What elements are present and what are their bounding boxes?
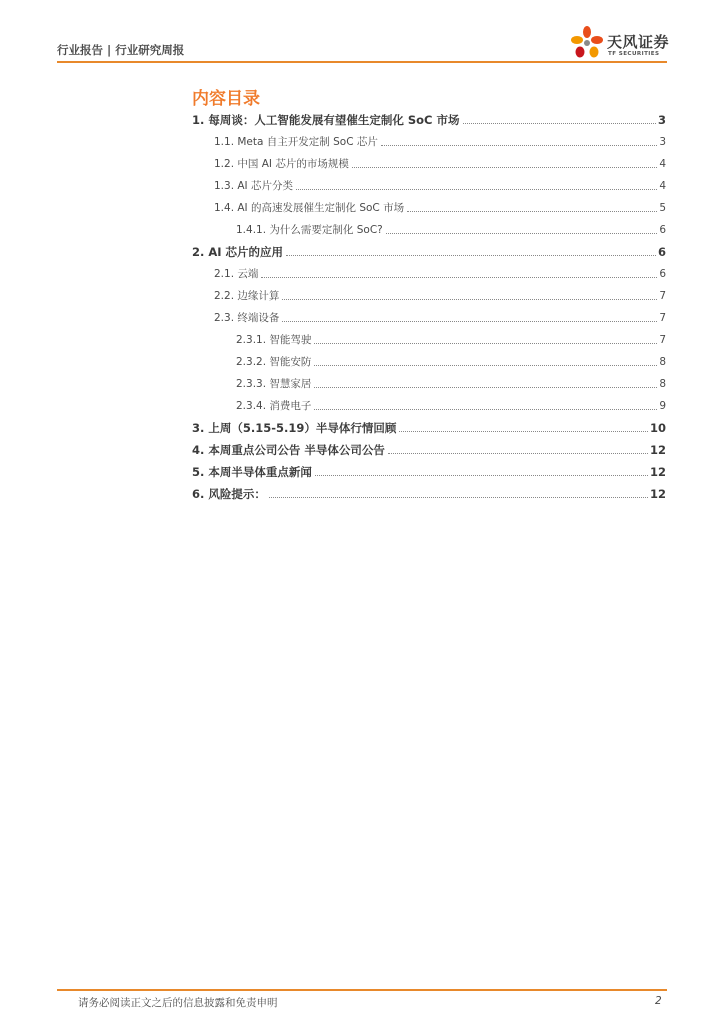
toc-entry-page: 6 bbox=[657, 245, 666, 259]
toc-entry-label: 1.4.1. 为什么需要定制化 SoC? bbox=[236, 224, 383, 236]
toc-leader-dots bbox=[269, 496, 648, 498]
page-number: 2 bbox=[655, 995, 662, 1007]
toc-entry[interactable] bbox=[192, 244, 666, 260]
toc-entry[interactable] bbox=[236, 354, 666, 370]
toc-leader-dots bbox=[463, 122, 656, 124]
toc-entry-page: 8 bbox=[659, 356, 666, 368]
toc-entry-label: 1.2. 中国 AI 芯片的市场规模 bbox=[214, 158, 349, 170]
toc-leader-dots bbox=[386, 232, 658, 234]
toc-entry-label: 2.3.4. 消费电子 bbox=[236, 400, 312, 412]
logo-text: 天风证券 bbox=[607, 33, 670, 51]
toc-leader-dots bbox=[282, 320, 657, 322]
toc-entry[interactable] bbox=[236, 398, 666, 414]
toc-entry-page: 12 bbox=[649, 465, 666, 479]
toc-entry[interactable] bbox=[214, 156, 666, 172]
toc-entry-page: 8 bbox=[659, 378, 666, 390]
toc-entry-page: 7 bbox=[659, 312, 666, 324]
toc-entry[interactable] bbox=[192, 464, 666, 480]
toc-title: 内容目录 bbox=[192, 89, 260, 109]
toc-entry[interactable] bbox=[192, 442, 666, 458]
company-logo bbox=[568, 24, 678, 64]
toc-entry-page: 12 bbox=[649, 443, 666, 457]
toc-entry-label: 2.1. 云端 bbox=[214, 268, 259, 280]
toc-entry-label: 2.2. 边缘计算 bbox=[214, 290, 280, 302]
toc-entry-label: 2.3. 终端设备 bbox=[214, 312, 280, 324]
toc-entry-label: 1. 每周谈：人工智能发展有望催生定制化 SoC 市场 bbox=[192, 113, 460, 127]
toc-leader-dots bbox=[296, 188, 657, 190]
toc-leader-dots bbox=[352, 166, 657, 168]
toc-entry-page: 3 bbox=[659, 136, 666, 148]
toc-leader-dots bbox=[314, 364, 657, 366]
toc-entry[interactable] bbox=[214, 266, 666, 282]
toc-entry-label: 2. AI 芯片的应用 bbox=[192, 245, 284, 259]
toc-entry-page: 10 bbox=[649, 421, 666, 435]
toc-entry-page: 6 bbox=[659, 224, 666, 236]
report-category: 行业报告 | 行业研究周报 bbox=[57, 43, 185, 57]
toc-entry[interactable] bbox=[214, 288, 666, 304]
toc-leader-dots bbox=[381, 144, 657, 146]
toc-leader-dots bbox=[407, 210, 657, 212]
toc-leader-dots bbox=[314, 342, 657, 344]
toc-leader-dots bbox=[315, 474, 648, 476]
toc-entry-page: 7 bbox=[659, 334, 666, 346]
footer-disclaimer: 请务必阅读正文之后的信息披露和免责申明 bbox=[78, 997, 278, 1009]
toc-entry-label: 6. 风险提示： bbox=[192, 487, 266, 501]
toc-leader-dots bbox=[314, 408, 657, 410]
toc-entry[interactable] bbox=[236, 222, 666, 238]
toc-entry[interactable] bbox=[192, 486, 666, 502]
toc-leader-dots bbox=[261, 276, 657, 278]
toc-entry-page: 5 bbox=[659, 202, 666, 214]
toc-entry-label: 4. 本周重点公司公告 半导体公司公告 bbox=[192, 443, 385, 457]
toc-entry-label: 2.3.2. 智能安防 bbox=[236, 356, 312, 368]
toc-entry[interactable] bbox=[192, 420, 666, 436]
toc-entry-page: 12 bbox=[649, 487, 666, 501]
toc-entry-label: 3. 上周（5.15-5.19）半导体行情回顾 bbox=[192, 421, 397, 435]
toc-entry[interactable] bbox=[214, 134, 666, 150]
footer-divider bbox=[57, 989, 667, 991]
toc-entry-page: 9 bbox=[659, 400, 666, 412]
toc-leader-dots bbox=[399, 430, 648, 432]
toc-entry-label: 2.3.3. 智慧家居 bbox=[236, 378, 312, 390]
toc-entry-page: 7 bbox=[659, 290, 666, 302]
toc-entry-label: 2.3.1. 智能驾驶 bbox=[236, 334, 312, 346]
toc-entry-page: 4 bbox=[659, 158, 666, 170]
header-divider bbox=[57, 61, 667, 63]
toc-entry-page: 6 bbox=[659, 268, 666, 280]
toc-leader-dots bbox=[282, 298, 657, 300]
toc-entry[interactable] bbox=[236, 332, 666, 348]
toc-leader-dots bbox=[286, 254, 656, 256]
toc-entry[interactable] bbox=[214, 178, 666, 194]
toc-leader-dots bbox=[314, 386, 657, 388]
toc-entry-page: 4 bbox=[659, 180, 666, 192]
logo-flower-icon bbox=[568, 24, 606, 64]
toc-entry-page: 3 bbox=[657, 113, 666, 127]
toc-entry[interactable] bbox=[192, 112, 666, 128]
logo-english-text: TF SECURITIES bbox=[608, 51, 660, 57]
toc-entry-label: 1.1. Meta 自主开发定制 SoC 芯片 bbox=[214, 136, 378, 148]
toc-entry[interactable] bbox=[214, 310, 666, 326]
toc-leader-dots bbox=[388, 452, 648, 454]
toc-entry-label: 1.4. AI 的高速发展催生定制化 SoC 市场 bbox=[214, 202, 405, 214]
toc-entry-label: 1.3. AI 芯片分类 bbox=[214, 180, 293, 192]
toc-entry[interactable] bbox=[236, 376, 666, 392]
toc-entry-label: 5. 本周半导体重点新闻 bbox=[192, 465, 312, 479]
toc-entry[interactable] bbox=[214, 200, 666, 216]
